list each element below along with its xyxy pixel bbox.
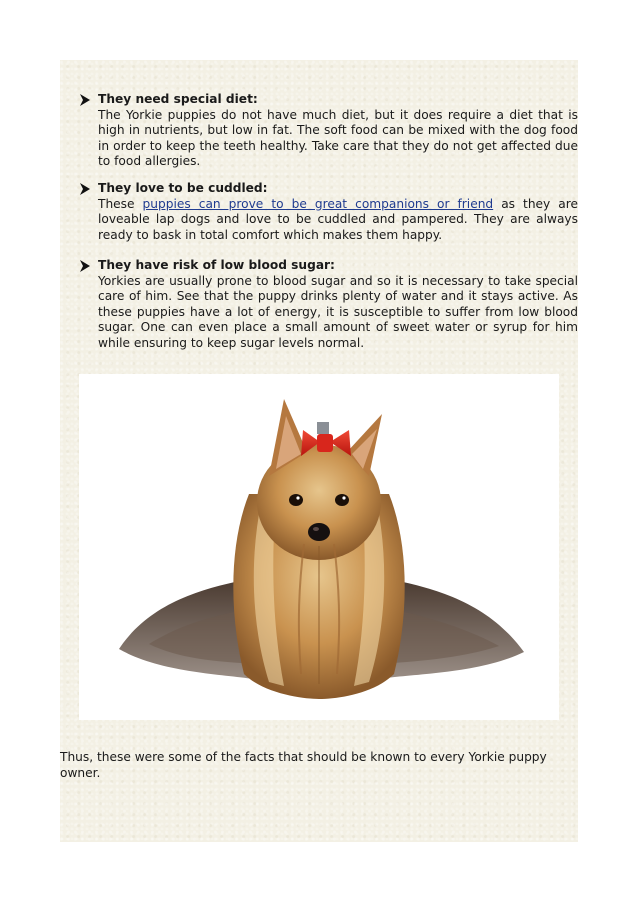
yorkie-illustration xyxy=(79,374,559,720)
closing-paragraph: Thus, these were some of the facts that should be known to every Yorkie puppy owner. xyxy=(60,750,547,780)
bow-knot xyxy=(317,434,333,452)
bullet-heading: They need special diet: xyxy=(98,92,258,106)
arrow-bullet-icon xyxy=(79,93,91,107)
bullet-body: Yorkies are usually prone to blood sugar and so it is necessary to take special care of him. See that the puppy drinks plenty of water and it stays active. As these puppies have a lot of energy, it is susceptible to suffer from low blood sugar. One can even place a small amount of sweet water or syrup for him while ensuring to keep sugar levels normal. xyxy=(98,273,578,350)
arrow-bullet-icon xyxy=(79,182,91,196)
bullet-item-blood-sugar xyxy=(98,258,578,352)
bullet-heading: They love to be cuddled: xyxy=(98,181,268,195)
bullet-body: These puppies can prove to be great companions or friend as they are loveable lap dogs and love to be cuddled and pampered. They are always ready to bask in total comfort which makes them happy. xyxy=(98,196,578,242)
companions-link[interactable]: puppies can prove to be great companions or friend xyxy=(142,196,494,211)
yorkie-photo xyxy=(79,374,559,720)
bullet-item-special-diet xyxy=(98,92,578,170)
bullet-heading: They have risk of low blood sugar: xyxy=(98,258,335,272)
arrow-bullet-icon xyxy=(79,259,91,273)
topknot xyxy=(317,422,329,434)
bullet-body: The Yorkie puppies do not have much diet, but it does require a diet that is high in nutrients, but low in fat. The soft food can be mixed with the dog food in order to keep the teeth healthy. Take care that they do not get affected due to food allergies. xyxy=(98,107,578,169)
document-page xyxy=(60,60,578,842)
bullet-item-cuddled xyxy=(98,181,578,243)
